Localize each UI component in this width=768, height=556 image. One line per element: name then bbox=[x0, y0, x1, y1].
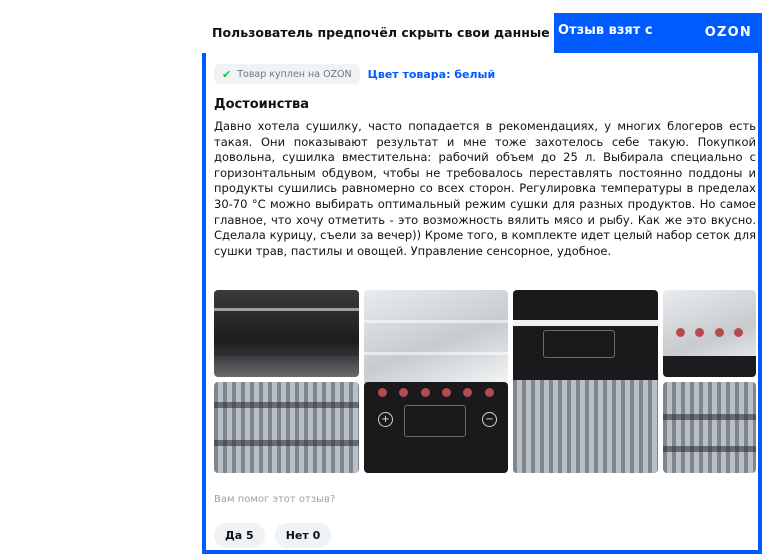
review-text: Давно хотела сушилку, часто попадается в рекомендациях, у многих блогеров есть такая. Они показывают результат и мне тоже захотелось себе такую. Покупкой довольна, сушилка вместительна: рабочий объем до 25 л. Выбирала специально с горизонтальным обдувом, чтобы не требовалось переставлять постоянно поддоны и продукты сушились равномерно со всех сторон. Регулировка температуры в пределах 30-70 °C можно выбирать оптимальный режим сушки для разных продуктов. Но самое главное, что хочу отметить - это возможность вялить мясо и рыбу. Как же это вкусно. Сделала курицу, съели за вечер)) Кроме того, в комплекте идет целый набор сеток для сушки трав, пастилы и овощей. Управление сенсорное, удобное. bbox=[214, 119, 756, 258]
review-photo[interactable] bbox=[513, 290, 658, 473]
verified-purchase-badge bbox=[214, 64, 360, 84]
photo-gallery bbox=[214, 290, 756, 473]
review-photo[interactable] bbox=[663, 290, 756, 377]
review-photo[interactable] bbox=[214, 290, 359, 377]
review-header bbox=[202, 13, 762, 53]
control-indicators bbox=[372, 388, 500, 398]
review-photo[interactable] bbox=[364, 290, 508, 385]
ozon-logo[interactable]: OZON bbox=[704, 25, 752, 40]
verified-purchase-text: Товар куплен на OZON bbox=[237, 68, 352, 80]
vote-no-button[interactable]: Нет 0 bbox=[275, 523, 332, 548]
source-label: Отзыв взят с bbox=[558, 23, 653, 38]
product-color-link[interactable]: Цвет товара: белый bbox=[367, 67, 496, 81]
review-photo[interactable] bbox=[364, 382, 508, 473]
minus-icon: − bbox=[482, 412, 497, 427]
review-card bbox=[202, 13, 762, 554]
review-meta bbox=[214, 63, 495, 85]
helpful-question: Вам помог этот отзыв? bbox=[214, 494, 336, 505]
display-screen bbox=[543, 330, 615, 358]
display-screen bbox=[404, 405, 466, 437]
section-title: Достоинства bbox=[214, 97, 310, 112]
vote-buttons bbox=[214, 523, 331, 548]
review-photo[interactable] bbox=[214, 382, 359, 473]
review-photo[interactable] bbox=[663, 382, 756, 473]
plus-icon: + bbox=[378, 412, 393, 427]
vote-yes-button[interactable]: Да 5 bbox=[214, 523, 265, 548]
author-name: Пользователь предпочёл скрыть свои данные bbox=[202, 13, 554, 53]
check-icon: ✔ bbox=[222, 67, 232, 81]
